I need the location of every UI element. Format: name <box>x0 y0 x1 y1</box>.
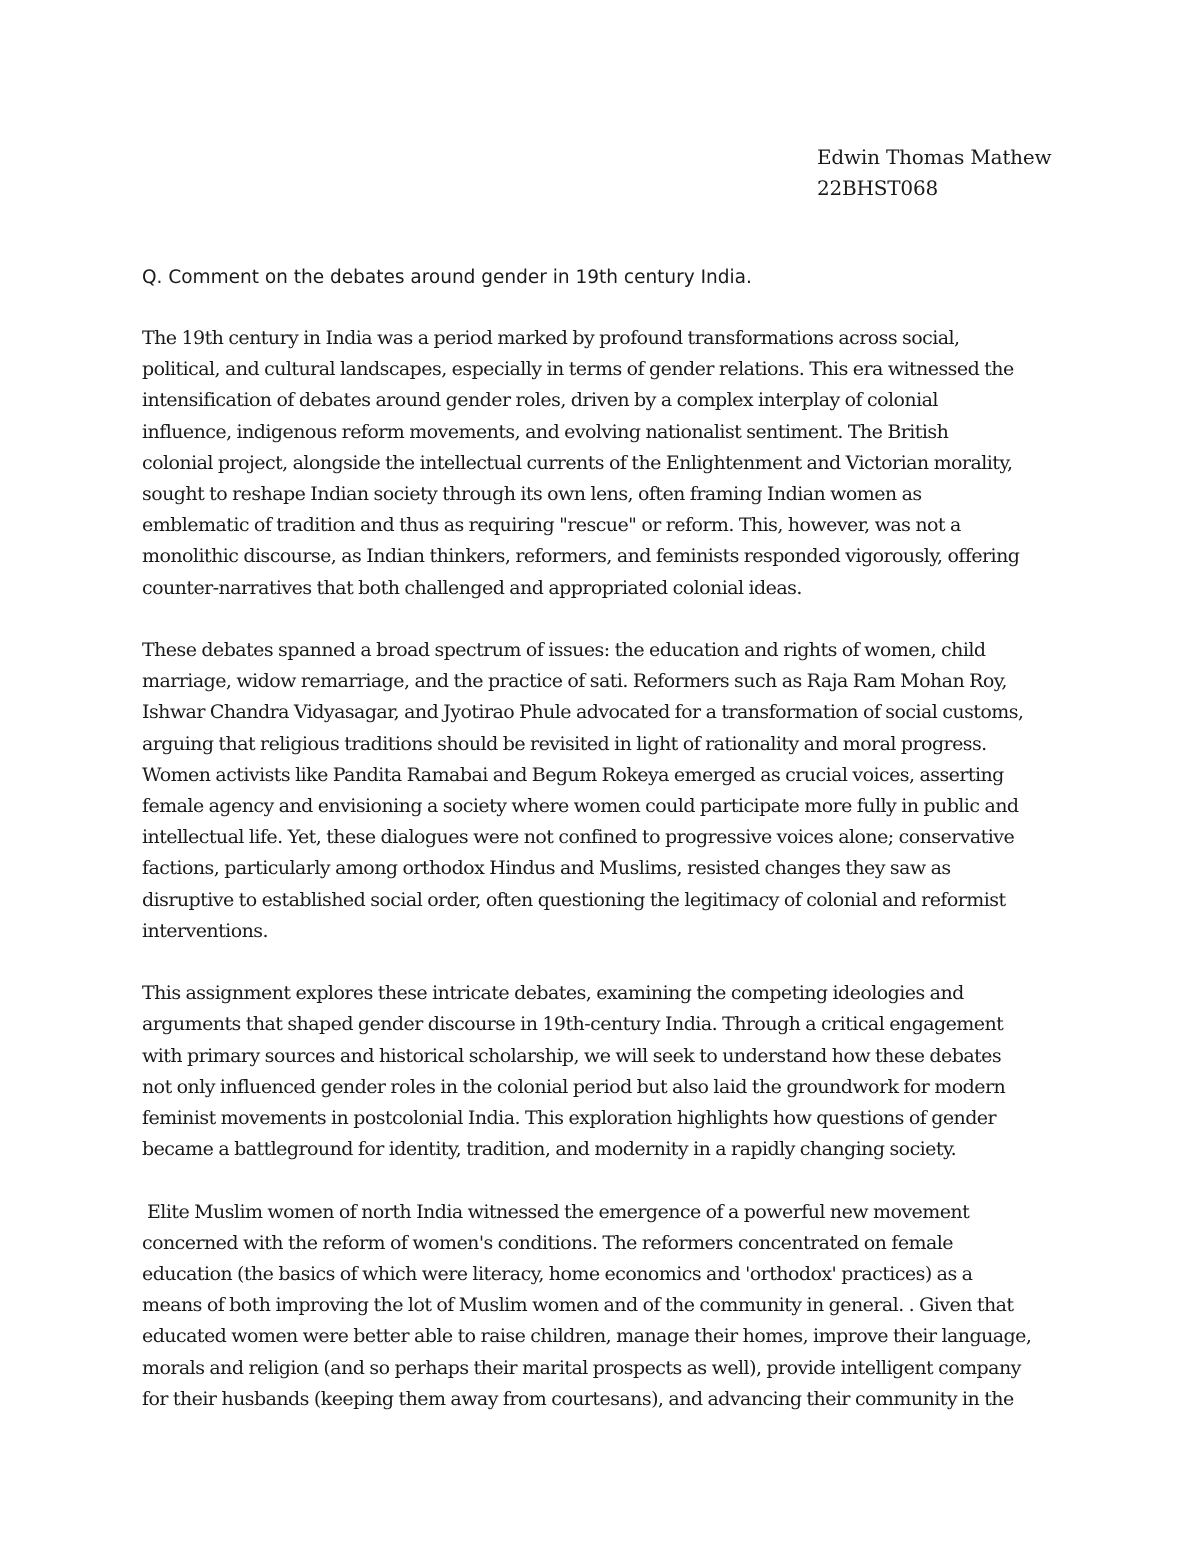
text-line: These debates spanned a broad spectrum of issues: the education and rights of women, child <box>142 639 986 662</box>
essay-body <box>142 323 1067 1446</box>
text-line: disruptive to established social order, often questioning the legitimacy of colonial and reformist <box>142 888 1006 911</box>
author-header <box>817 142 1051 204</box>
author-name: Edwin Thomas Mathew <box>817 145 1052 169</box>
text-line: This assignment explores these intricate debates, examining the competing ideologies and <box>142 982 964 1005</box>
text-line: sought to reshape Indian society through its own lens, often framing Indian women as <box>142 483 922 506</box>
paragraph-1 <box>142 323 1067 604</box>
text-line: feminist movements in postcolonial India. This exploration highlights how questions of gender <box>142 1107 997 1130</box>
text-line: for their husbands (keeping them away from courtesans), and advancing their community in the <box>142 1387 1014 1410</box>
paragraph-4 <box>142 1197 1067 1415</box>
text-line: factions, particularly among orthodox Hindus and Muslims, resisted changes they saw as <box>142 857 951 880</box>
text-line: education (the basics of which were literacy, home economics and 'orthodox' practices) as a <box>142 1263 973 1286</box>
text-line: Women activists like Pandita Ramabai and Begum Rokeya emerged as crucial voices, asserting <box>142 763 1004 786</box>
text-line: political, and cultural landscapes, especially in terms of gender relations. This era witnessed the <box>142 358 1014 381</box>
text-line: means of both improving the lot of Muslim women and of the community in general. . Given that <box>142 1294 1014 1317</box>
text-line: The 19th century in India was a period marked by profound transformations across social, <box>142 327 960 349</box>
text-line: monolithic discourse, as Indian thinkers, reformers, and feminists responded vigorously, offering <box>142 545 1020 568</box>
text-line: arguing that religious traditions should be revisited in light of rationality and moral progress. <box>142 732 987 755</box>
text-line: influence, indigenous reform movements, and evolving nationalist sentiment. The British <box>142 420 949 443</box>
text-line: educated women were better able to raise children, manage their homes, improve their language, <box>142 1325 1032 1348</box>
text-line: marriage, widow remarriage, and the practice of sati. Reformers such as Raja Ram Mohan Roy, <box>142 670 1007 693</box>
paragraph-2 <box>142 635 1067 947</box>
text-line: intensification of debates around gender roles, driven by a complex interplay of colonial <box>142 389 938 412</box>
text-line: Elite Muslim women of north India witnessed the emergence of a powerful new movement <box>142 1200 970 1223</box>
text-line: intellectual life. Yet, these dialogues were not confined to progressive voices alone; conservative <box>142 826 1015 849</box>
text-line: with primary sources and historical scholarship, we will seek to understand how these debates <box>142 1044 1002 1067</box>
question-heading: Q. Comment on the debates around gender in 19th century India. <box>142 267 752 288</box>
text-line: not only influenced gender roles in the colonial period but also laid the groundwork for modern <box>142 1075 1006 1098</box>
text-line: became a battleground for identity, tradition, and modernity in a rapidly changing society. <box>142 1138 957 1161</box>
text-line: morals and religion (and so perhaps their marital prospects as well), provide intelligent company <box>142 1356 1021 1379</box>
text-line: colonial project, alongside the intellectual currents of the Enlightenment and Victorian morality, <box>142 451 1013 474</box>
text-line: concerned with the reform of women's conditions. The reformers concentrated on female <box>142 1231 953 1254</box>
text-line: female agency and envisioning a society where women could participate more fully in public and <box>142 795 1019 818</box>
text-line: interventions. <box>142 919 268 942</box>
text-line: counter-narratives that both challenged and appropriated colonial ideas. <box>142 576 802 599</box>
text-line: emblematic of tradition and thus as requiring "rescue" or reform. This, however, was not a <box>142 514 961 537</box>
text-line: arguments that shaped gender discourse in 19th-century India. Through a critical engagement <box>142 1013 1004 1036</box>
paragraph-3 <box>142 978 1067 1165</box>
text-line: Ishwar Chandra Vidyasagar, and Jyotirao Phule advocated for a transformation of social customs, <box>142 701 1024 724</box>
student-id: 22BHST068 <box>817 176 939 200</box>
